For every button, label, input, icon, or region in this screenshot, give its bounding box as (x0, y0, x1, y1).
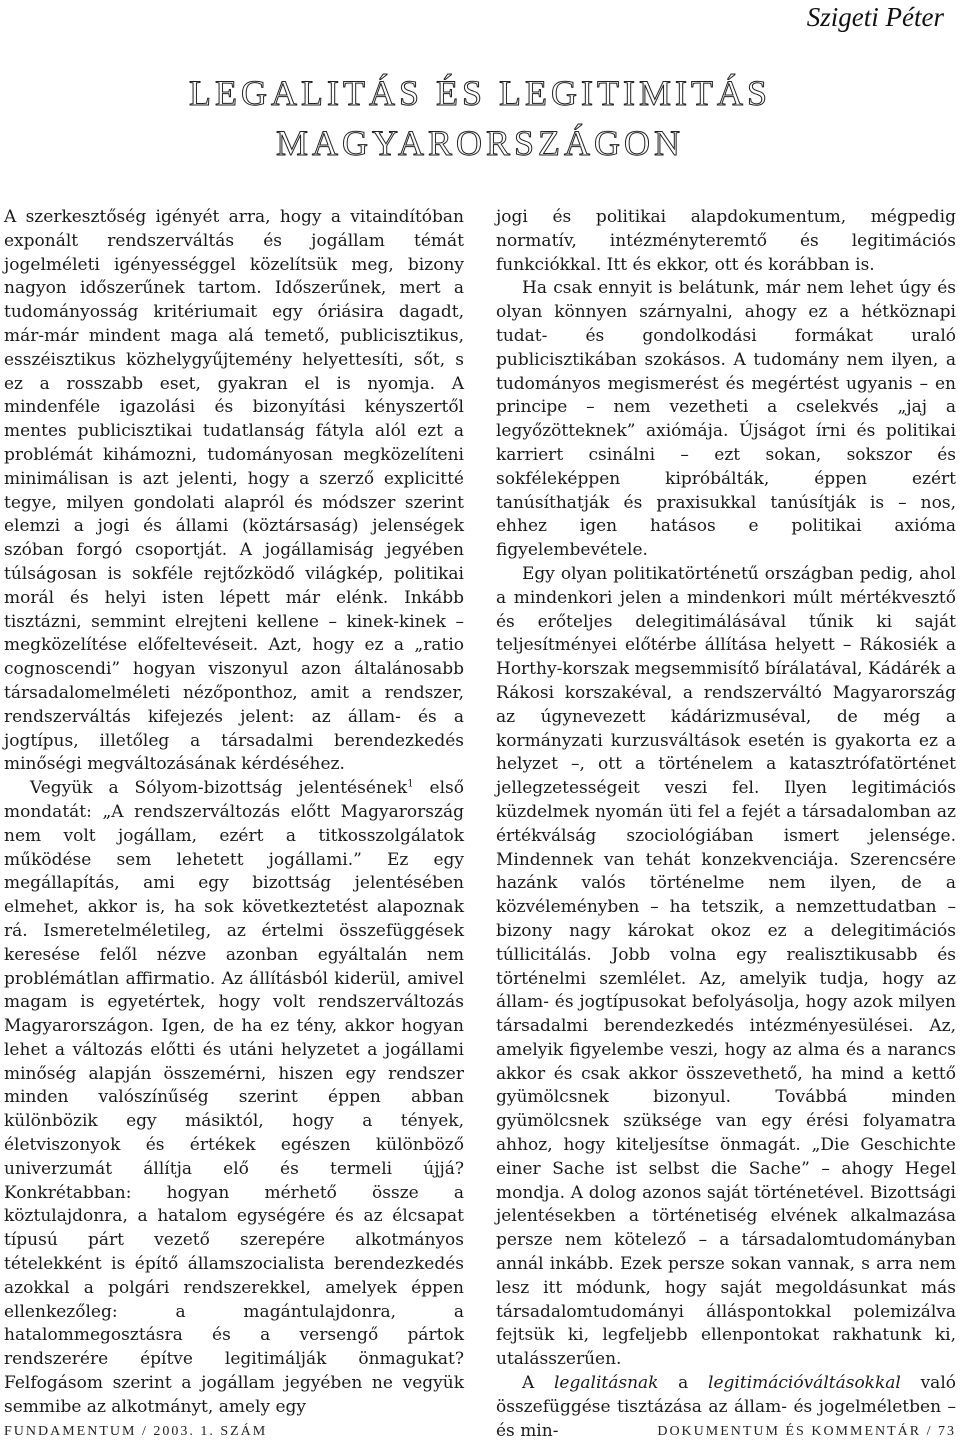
emphasis-term: legitimációváltásokkal (708, 1373, 901, 1394)
paragraph-text: Vegyük a Sólyom-bizottság jelentésének (30, 778, 408, 799)
page-footer (4, 1424, 956, 1440)
paragraph: A szerkesztőség igényét arra, hogy a vitaindítóban exponált rendszerváltás és jogállam témát jogelméleti igényességgel közelítsük meg, bizony nagyon időszerűnek tartom. Időszerűnek, mert a tudományosság kritériumait egy óriásira dagadt, már-már mindent maga alá temető, publicisztikus, esszéisztikus közhelygyűjtemény helyettesíti, sőt, s ez a rosszabb eset, gyakran el is nyomja. A mindenféle igazolási és bizonyítási kényszertől mentes publicisztikai tudatlanság fátyla alól ezt a problémát kihámozni, tudományosan megközelíteni minimálisan is azt jelenti, hogy a szerző explicitté tegye, milyen gondolati alapról és módszer szerint elemzi a jogi és állami (köztársaság) jelenségek szóban forgó csoportját. A jogállamiság jegyében túlságosan is sokféle rejtőzködő világkép, politikai morál és helyi isten lépett már elénk. Inkább tisztázni, semmint elrejteni kellene – kinek-kinek – megközelítése előfeltevéseit. Azt, hogy ez a „ratio cognoscendi” hogyan viszonyul azon általánosabb társadalomelméleti nézőponthoz, amit a rendszer, rendszerváltás kifejezés jelent: az állam- és a jogtípus, illetőleg a társadalmi berendezkedés minőségi megváltozásának kérdéséhez. (4, 207, 464, 775)
footer-journal: FUNDAMENTUM / 2003. 1. SZÁM (4, 1424, 268, 1439)
paragraph (4, 777, 464, 1420)
author-name: Szigeti Péter (806, 2, 944, 32)
paragraph: Ha csak ennyit is belátunk, már nem lehet úgy és olyan könnyen szárnyalni, ahogy ez a hétköznapi tudat- és gondolkodási formákat uraló publicisztikában szokásos. A tudomány nem ilyen, a tudományos megismerést és megértést ugyanis – en principe – nem vezetheti a cselekvés „jaj a legyőzötteknek” axiómája. Újságot írni és politikai karriert csinálni – ezt sokan, sokszor és sokféleképpen kipróbálták, éppen ezért tanúsíthatják és praxisukkal tanúsítják is – nos, ehhez igen hatásos e politikai axióma figyelembevétele. (496, 278, 956, 561)
paragraph-text: a (658, 1373, 709, 1394)
paragraph-text: való összefüggése tisztázása az állam- és jogelméletben – és min- (496, 1373, 956, 1441)
emphasis-term: legalitásnak (554, 1373, 659, 1394)
paragraph-text: első mondatát: „A rendszerváltozás előtt Magyarország nem volt jogállam, ezért a titkosszolgálatok működése sem lehetett jogállami.” Ez egy megállapítás, ami egy bizottság jelentésében elmehet, akkor is, ha sok következtetést alapoznak rá. Ismeretelméletileg, az értelmi összefüggések keresése felől nézve azonban egyáltalán nem problémátlan affirmatio. Az állításból kiderül, amivel magam is egyetértek, hogy volt rendszerváltozás Magyarországon. Igen, de ha ez tény, akkor hogyan lehet a változás előtti és utáni helyzetet a jogállami minőség alapján összemérni, hiszen egy rendszer minden valószínűség szerint éppen abban különbözik egy másiktól, hogy a tények, életviszonyok és értékek egészen különböző univerzumát állítja elő és termeli újjá? Konkrétabban: hogyan mérhető össze a köztulajdonra, a hatalom egységére és az élcsapat típusú párt vezető szerepére alkotmányos tételekként is építő államszocialista berendezkedés azokkal a polgári rendszerekkel, amelyek éppen ellenkezőleg: a magántulajdonra, a hatalommegosztásra és a versengő pártok rendszerére építve legitimálják önmagukat? Felfogásom szerint a jogállam jegyében ne vegyük semmibe az alkotmányt, amely egy (4, 778, 464, 1417)
title-line-2: MAGYARORSZÁGON (275, 123, 685, 163)
article-title (0, 68, 960, 168)
left-column (4, 206, 464, 1417)
paragraph: Egy olyan politikatörténetű országban pedig, ahol a mindenkori jelen a mindenkori múlt mértékvesztő és erőteljes delegitimálásával tűnik ki saját teljesítményei előtérbe állítása helyett – Rákosiék a Horthy-korszak megsemmisítő bírálatával, Kádárék a Rákosi korszakéval, a rendszerváltó Magyarország az úgynevezett kádárizmuséval, de még a kormányzati kurzusváltások esetén is gyakorta ez a helyzet –, ott a történelem a katasztrófatörténet jellegzetességeit veszi fel. Ilyen legitimációs küzdelmek nyomán üti fel a fejét a társadalomban az értékválság szociológiában ismert jelensége. Mindennek van tehát konzekvenciája. Szerencsére hazánk valós történelme nem ilyen, de a közvéleményben – ha tetszik, a nemzettudatban – bizony nagy károkat okoz ez a delegitimációs túllicitálás. Jobb volna egy realisztikusabb és történelmi szemlélet. Az, amelyik tudja, hogy az állam- és jogtípusokat befolyásolja, hogy azok milyen társadalmi berendezkedés intézményesülései. Az, amelyik figyelembe veszi, hogy az alma és a narancs akkor és csak akkor összevethető, ha mind a kettő gyümölcsnek bizonyul. Továbbá minden gyümölcsnek szüksége van egy érési folyamatra ahhoz, hogy kiteljesítse önmagát. „Die Geschichte einer Sache ist selbst die Sache” – ahogy Hegel mondja. A dolog azonos saját történetével. Bizottsági jelentésekben a történetiség elvének alkalmazása persze nem kötelező – a társadalomtudományban annál inkább. Ezek persze sokan vannak, s arra nem lesz itt módunk, hogy saját megoldásunkat más társadalomtudományi álláspontokkal polemizálva fejtsük ki, legfeljebb ellenpontokat rakhatunk ki, utalásszerűen. (496, 563, 956, 1370)
title-line-1: LEGALITÁS ÉS LEGITIMITÁS (189, 73, 771, 113)
paragraph: jogi és politikai alapdokumentum, mégpedig normatív, intézményteremtő és legitimációs funkciókkal. Itt és ekkor, ott és korábban is. (496, 207, 956, 275)
footnote-ref[interactable]: 1 (407, 778, 414, 790)
footer-section-page: DOKUMENTUM ÉS KOMMENTÁR / 73 (657, 1424, 956, 1439)
paragraph-text: A (522, 1373, 554, 1394)
